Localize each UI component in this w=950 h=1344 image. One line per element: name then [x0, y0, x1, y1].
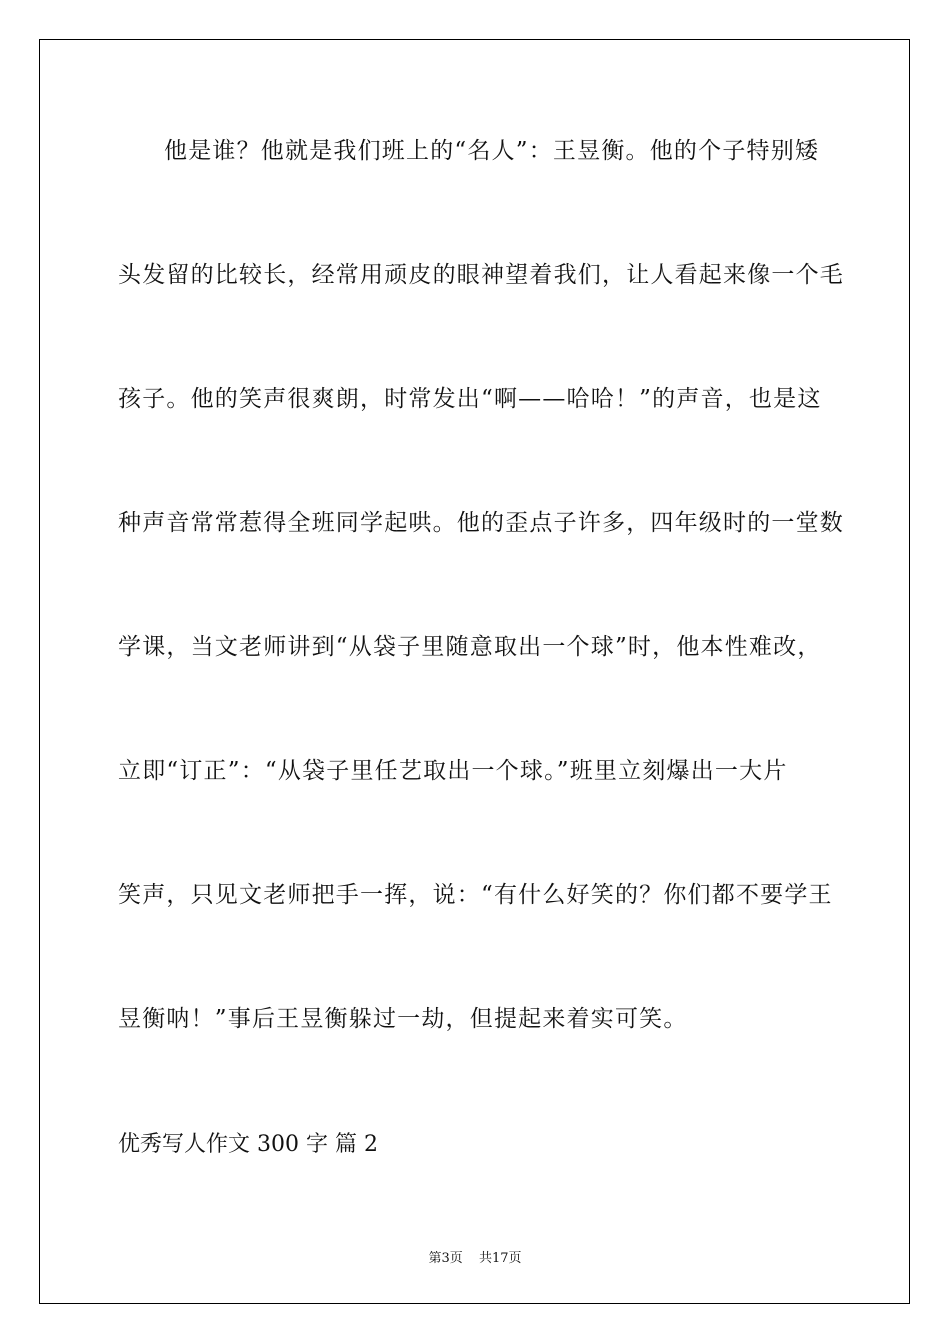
paragraph-line: 昱衡呐！”事后王昱衡躲过一劫，但提起来着实可笑。: [118, 1006, 688, 1032]
paragraph-line: 笑声，只见文老师把手一挥，说：“有什么好笑的？你们都不要学王: [118, 882, 833, 908]
page-footer: [0, 1247, 950, 1266]
paragraph-line: 学课，当文老师讲到“从袋子里随意取出一个球”时，他本性难改，: [118, 634, 822, 660]
page-frame: [39, 39, 910, 1304]
page-number-current: 第3页: [428, 1251, 463, 1266]
paragraph-line: 孩子。他的笑声很爽朗，时常发出“啊——哈哈！”的声音，也是这: [118, 386, 822, 412]
section-heading: 优秀写人作文 300 字 篇 2: [118, 1132, 378, 1157]
paragraph-line: 立即“订正”：“从袋子里任艺取出一个球。”班里立刻爆出一大片: [118, 758, 788, 784]
paragraph-line: 头发留的比较长，经常用顽皮的眼神望着我们，让人看起来像一个毛: [118, 262, 844, 288]
paragraph-line: 种声音常常惹得全班同学起哄。他的歪点子许多，四年级时的一堂数: [118, 510, 844, 536]
paragraph-line: 他是谁？他就是我们班上的“名人”：王昱衡。他的个子特别矮: [164, 138, 820, 164]
page-number-total: 共17页: [478, 1251, 522, 1266]
